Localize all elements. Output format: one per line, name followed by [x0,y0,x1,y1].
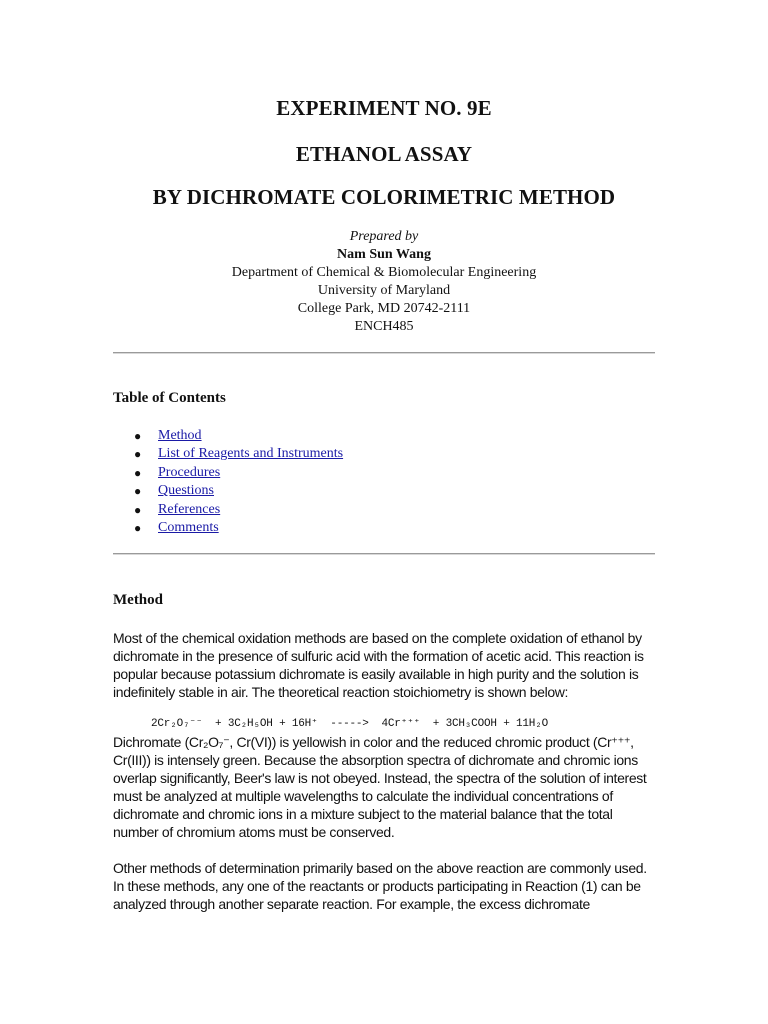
reaction-equation: 2Cr₂O₇⁻⁻ + 3C₂H₅OH + 16H⁺ -----> 4Cr⁺⁺⁺ + 3CH₃COOH + 11H₂O [151,718,548,730]
assay-title: ETHANOL ASSAY [295,142,473,166]
toc-item-questions [113,482,343,500]
toc-link-method[interactable]: Method [158,428,202,443]
method-paragraph-2: Dichromate (Cr₂O₇⁻, Cr(VI)) is yellowish in color and the reduced chromic product (Cr⁺⁺⁺, Cr(III)) is intensely green. Because the absorption spectra of dichromate and chromic ions overlap significantly, Beer's law is not obeyed. Instead, the spectra of the solution of interest must be analyzed at multiple wavelengths to calculate the individual concentrations of dichromate and chromic ions in a mixture subject to the material balance that the total number of chromium atoms must be conserved. [113,734,647,840]
toc-link-procedures[interactable]: Procedures [158,464,221,480]
university-name: University of Maryland [317,283,451,298]
course-code: ENCH485 [354,319,414,334]
toc-item-reagents [113,445,343,463]
toc-item-references [113,501,343,519]
method-heading: Method [113,592,163,608]
department-name: Department of Chemical & Biomolecular Engineering [231,265,537,280]
experiment-number-title: EXPERIMENT NO. 9E [276,96,492,120]
method-title: BY DICHROMATE COLORIMETRIC METHOD [152,185,616,209]
toc-link-reagents[interactable]: List of Reagents and Instruments [158,446,344,462]
byline [113,228,655,336]
author-name: Nam Sun Wang [337,247,431,262]
bullet-icon: ● [134,502,142,517]
prepared-by-label: Prepared by [349,229,419,244]
toc-item-method [113,427,343,445]
bullet-icon: ● [134,447,142,462]
toc-link-comments[interactable]: Comments [158,520,219,536]
bullet-icon: ● [134,484,142,499]
bullet-icon: ● [134,429,142,443]
bullet-icon: ● [134,465,142,480]
toc-list [113,427,343,537]
method-paragraph-1: Most of the chemical oxidation methods are based on the complete oxidation of ethanol by dichromate in the presence of sulfuric acid with the formation of acetic acid. This reaction is popular because potassium dichromate is easily available in high purity and the solution is indefinitely stable in air. The theoretical reaction stoichiometry is shown below: [113,630,644,700]
toc-link-references[interactable]: References [158,501,221,517]
toc-heading: Table of Contents [113,390,226,406]
toc-item-comments [113,519,343,537]
divider [113,352,655,354]
toc-link-questions[interactable]: Questions [158,483,214,499]
method-paragraph-3: Other methods of determination primarily based on the above reaction are commonly used. In these methods, any one of the reactants or products participating in Reaction (1) can be analyzed through another separate reaction. For example, the excess dichromate [113,860,647,912]
toc-item-procedures [113,464,343,482]
address: College Park, MD 20742-2111 [297,301,471,316]
bullet-icon: ● [134,521,142,536]
divider [113,553,655,555]
